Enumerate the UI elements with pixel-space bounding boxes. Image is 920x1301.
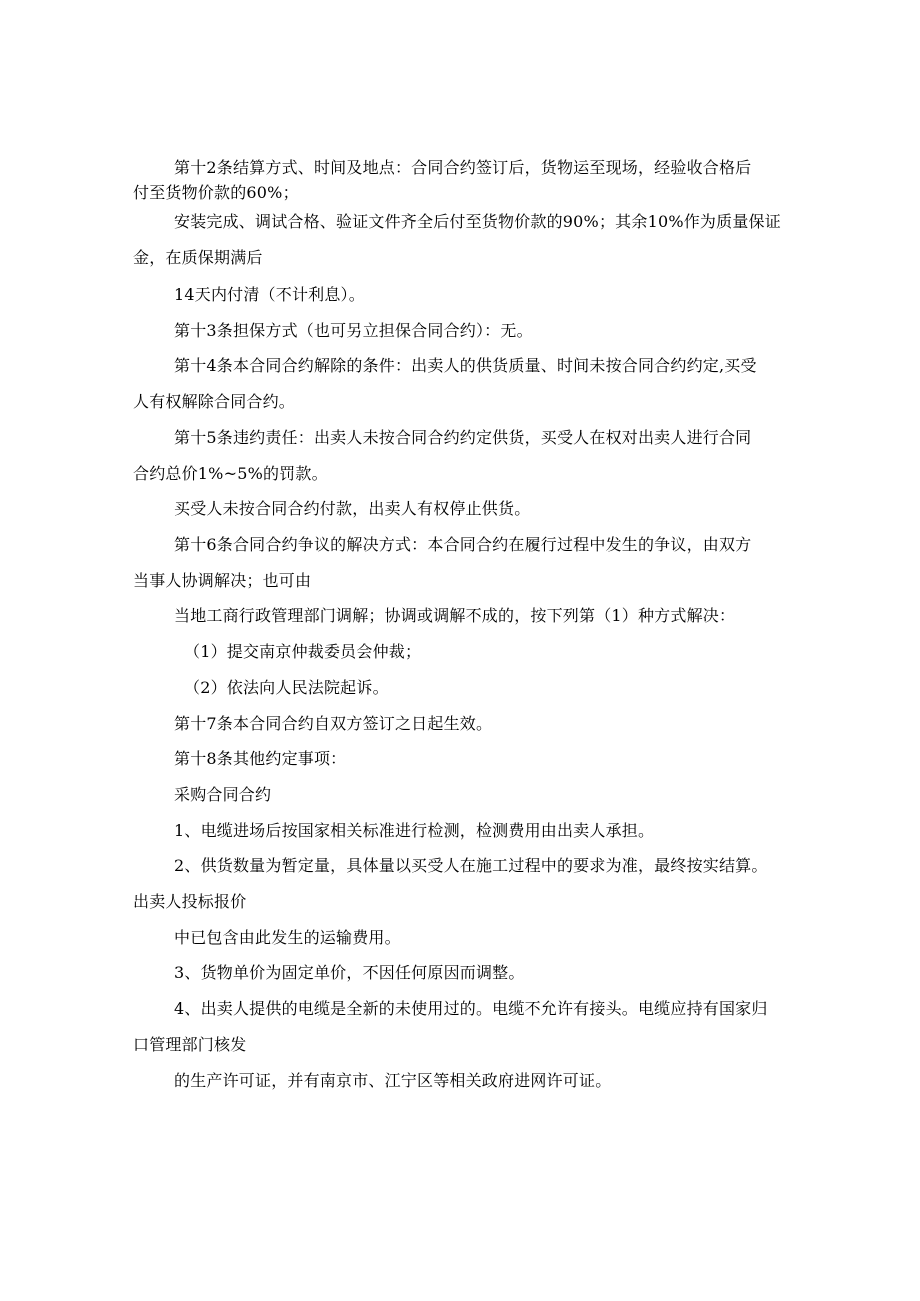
text-line: 买受人未按合同合约付款，出卖人有权停止供货。 <box>174 499 531 518</box>
text-line: 的生产许可证，并有南京市、江宁区等相关政府进网许可证。 <box>174 1071 612 1090</box>
text-line: 第十4条本合同合约解除的条件：出卖人的供货质量、时间未按合同合约约定,买受 <box>174 356 757 375</box>
text-line: 2、供货数量为暂定量，具体量以买受人在施工过程中的要求为准，最终按实结算。 <box>174 856 768 875</box>
text-line: （1）提交南京仲裁委员会仲裁； <box>184 642 422 661</box>
text-line: 第十7条本合同合约自双方签订之日起生效。 <box>174 714 493 733</box>
text-line: 合约总价1%~5%的罚款。 <box>133 464 328 483</box>
text-line: 出卖人投标报价 <box>133 892 247 911</box>
text-line: 安装完成、调试合格、验证文件齐全后付至货物价款的90%；其余10%作为质量保证 <box>174 212 781 231</box>
text-line: 第十6条合同合约争议的解决方式：本合同合约在履行过程中发生的争议，由双方 <box>174 535 752 554</box>
text-line: 人有权解除合同合约。 <box>133 392 296 411</box>
text-line: 第十5条违约责任：出卖人未按合同合约约定供货，买受人在权对出卖人进行合同 <box>174 428 752 447</box>
text-line: 第十3条担保方式（也可另立担保合同合约）：无。 <box>174 321 533 340</box>
text-line: 付至货物价款的60%； <box>133 183 299 202</box>
text-line: （2）依法向人民法院起诉。 <box>184 678 389 697</box>
text-line: 当事人协调解决；也可由 <box>133 571 312 590</box>
text-line: 金，在质保期满后 <box>133 248 263 267</box>
text-line: 14天内付清（不计利息）。 <box>174 285 365 304</box>
text-line: 4、出卖人提供的电缆是全新的未使用过的。电缆不允许有接头。电缆应持有国家归 <box>174 999 768 1018</box>
text-line: 当地工商行政管理部门调解；协调或调解不成的，按下列第（1）种方式解决： <box>174 606 736 625</box>
text-line: 第十8条其他约定事项： <box>174 749 347 768</box>
text-line: 3、货物单价为固定单价，不因任何原因而调整。 <box>174 963 525 982</box>
text-line: 口管理部门核发 <box>133 1035 247 1054</box>
text-line: 中已包含由此发生的运输费用。 <box>174 928 401 947</box>
text-line: 1、电缆进场后按国家相关标准进行检测，检测费用由出卖人承担。 <box>174 821 655 840</box>
text-line: 采购合同合约 <box>174 785 272 804</box>
text-line: 第十2条结算方式、时间及地点：合同合约签订后，货物运至现场，经验收合格后 <box>174 158 752 177</box>
